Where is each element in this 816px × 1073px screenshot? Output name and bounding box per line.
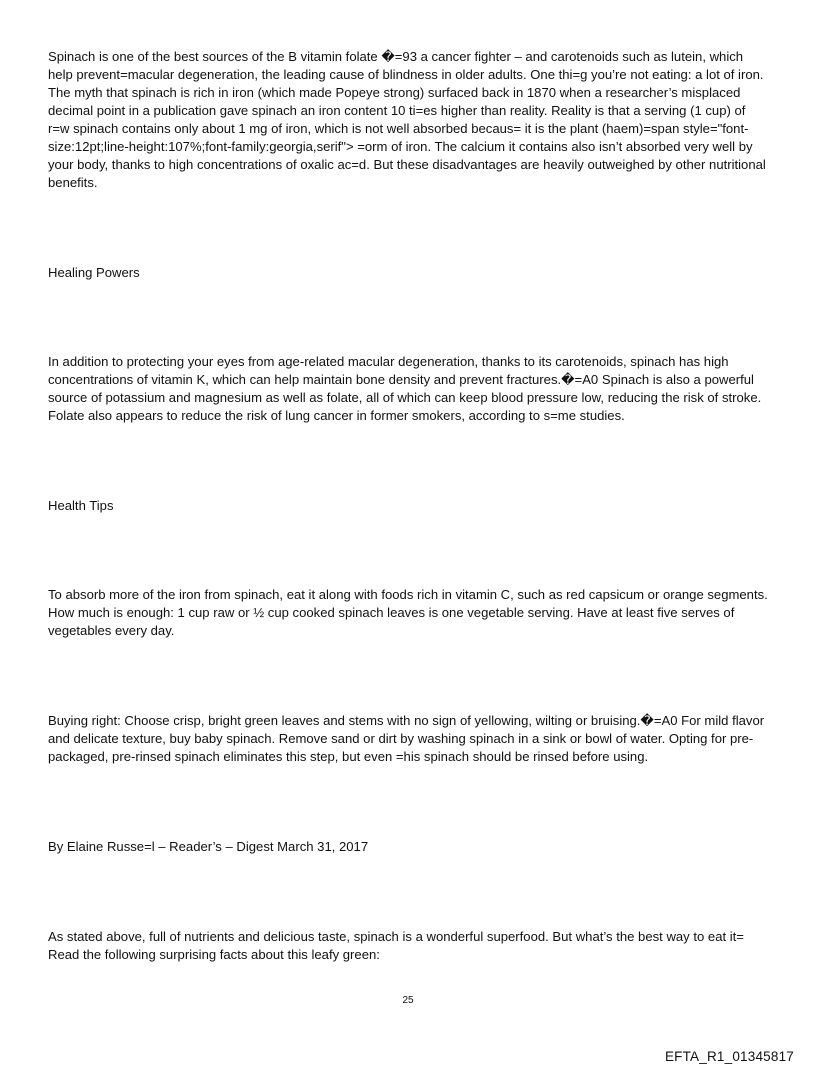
closing-paragraph: As stated above, full of nutrients and delicious taste, spinach is a wonderful superfood. But what’s the best way to eat it= Read the following surprising facts about this leafy green: bbox=[48, 929, 744, 962]
heading-healing-powers: Healing Powers bbox=[48, 265, 140, 280]
intro-paragraph: Spinach is one of the best sources of the B vitamin folate �=93 a cancer fighter – and carotenoids such as lutein, which help prevent=macular degeneration, the leading cause of blindness in older adults. One thi=g you’re not eating: a lot of iron. The myth that spinach is rich in iron (which made Popeye strong) surfaced back in 1870 when a researcher’s misplaced decimal point in a publication gave spinach an iron content 10 ti=es higher than reality. Reality is that a serving (1 cup) of r=w spinach contains only about 1 mg of iron, which is not well absorbed becaus= it is the plant (haem)=span style="font-size:12pt;line-height:107%;font-family:georgia,serif"> =orm of iron. The calcium it contains also isn’t absorbed very well by your body, thanks to high concentrations of oxalic ac=d. But these disadvantages are heavily outweighed by other nutritional benefits. bbox=[48, 49, 766, 190]
bates-number: EFTA_R1_01345817 bbox=[664, 1049, 794, 1064]
byline: By Elaine Russe=l – Reader’s – Digest March 31, 2017 bbox=[48, 839, 369, 854]
buying-right-paragraph: Buying right: Choose crisp, bright green leaves and stems with no sign of yellowing, wilting or bruising.�=A0 For mild flavor and delicate texture, buy baby spinach. Remove sand or dirt by washing spinach in a sink or bowl of water. Opting for pre-packaged, pre-rinsed spinach eliminates this step, but even =his spinach should be rinsed before using. bbox=[48, 713, 765, 764]
health-tips-paragraph: To absorb more of the iron from spinach, eat it along with foods rich in vitamin C, such as red capsicum or orange segments. How much is enough: 1 cup raw or ½ cup cooked spinach leaves is one vegetable serving. Have at least five serves of vegetables every day. bbox=[48, 587, 768, 638]
page-number: 25 bbox=[402, 995, 414, 1006]
healing-powers-paragraph: In addition to protecting your eyes from age-related macular degeneration, thanks to its carotenoids, spinach has high concentrations of vitamin K, which can help maintain bone density and prevent fractures.�=A0 Spinach is also a powerful source of potassium and magnesium as well as folate, all of which can keep blood pressure low, reducing the risk of stroke. Folate also appears to reduce the risk of lung cancer in former smokers, according to s=me studies. bbox=[48, 354, 762, 423]
heading-health-tips: Health Tips bbox=[48, 498, 114, 513]
